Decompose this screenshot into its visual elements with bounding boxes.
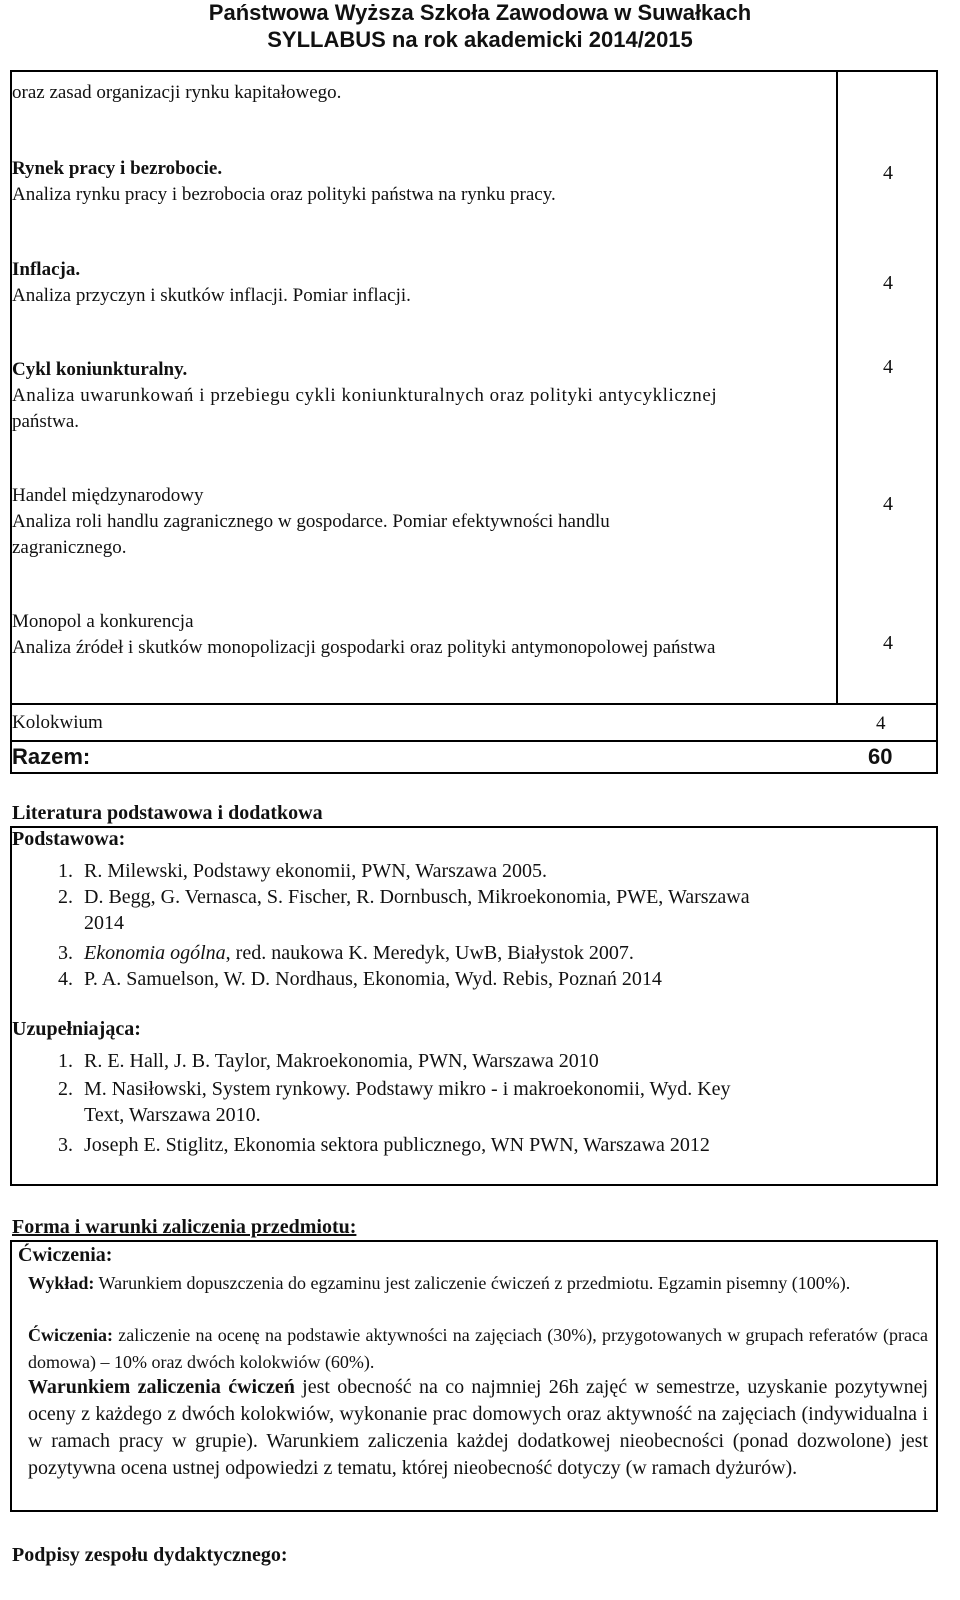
topic-description: Analiza uwarunkowań i przebiegu cykli koniunkturalnych oraz polityki antycyklicznej: [12, 385, 718, 406]
list-item-cont: 2014: [84, 912, 124, 934]
list-item: D. Begg, G. Vernasca, S. Fischer, R. Dornbusch, Mikroekonomia, PWE, Warszawa: [84, 886, 750, 908]
list-number: 1.: [58, 1050, 73, 1072]
topic-title: Inflacja.: [12, 259, 81, 280]
literature-heading: Literatura podstawowa i dodatkowa: [12, 802, 323, 824]
topic-hours: 4: [883, 162, 893, 184]
condition-text: jest obecność na co najmniej 26h zajęć w semestrze, uzyskanie pozytywnej oceny z każdego z dwóch kolokwiów, wykonanie prac domowych oraz aktywność na zajęciach (indywidualna i w ramach pracy w grupie). Warunkiem zaliczenia każdej dodatkowej nieobecności (ponad dozwolone) jest pozytywna ocena ustnej odpowiedzi z tematu, której nieobecność dotyczy (w ramach dyżurów).: [28, 1376, 928, 1479]
list-item: Joseph E. Stiglitz, Ekonomia sektora publicznego, WN PWN, Warszawa 2012: [84, 1134, 710, 1156]
lecture-text: Warunkiem dopuszczenia do egzaminu jest zaliczenie ćwiczeń z przedmiotu. Egzamin pisemny (100%).: [94, 1273, 851, 1293]
topic-description: Analiza źródeł i skutków monopolizacji gospodarki oraz polityki antymonopolowej państwa: [12, 637, 716, 658]
topic-title: Cykl koniunkturalny.: [12, 359, 188, 380]
pass-conditions: [28, 1374, 928, 1482]
list-number: 4.: [58, 968, 73, 990]
list-number: 2.: [58, 1078, 73, 1100]
topic-hours: 4: [883, 493, 893, 515]
topic-description: Analiza rynku pracy i bezrobocia oraz polityki państwa na rynku pracy.: [12, 184, 556, 205]
exercises-label: Ćwiczenia:: [28, 1325, 113, 1345]
total-label: Razem:: [12, 744, 91, 769]
total-value: 60: [868, 744, 893, 769]
book-details: , red. naukowa K. Meredyk, UwB, Białystok 2007.: [225, 942, 634, 964]
topic-title: Monopol a konkurencja: [12, 611, 194, 632]
list-item: M. Nasiłowski, System rynkowy. Podstawy mikro - i makroekonomii, Wyd. Key: [84, 1078, 731, 1100]
kolokwium-label: Kolokwium: [12, 712, 103, 733]
assessment-sub-label: Ćwiczenia:: [18, 1244, 113, 1266]
lecture-label: Wykład:: [28, 1273, 95, 1293]
list-number: 1.: [58, 860, 73, 882]
literature-extra-label: Uzupełniająca:: [12, 1018, 141, 1040]
condition-label: Warunkiem zaliczenia ćwiczeń: [28, 1376, 295, 1398]
topic-partial-line: oraz zasad organizacji rynku kapitałowego.: [12, 82, 342, 103]
lecture-conditions: [28, 1270, 928, 1297]
kolokwium-hours: 4: [876, 713, 886, 734]
topic-title: Rynek pracy i bezrobocie.: [12, 158, 223, 179]
list-number: 3.: [58, 1134, 73, 1156]
assessment-heading: Forma i warunki zaliczenia przedmiotu:: [12, 1216, 357, 1238]
list-number: 2.: [58, 886, 73, 908]
institution-name: Państwowa Wyższa Szkoła Zawodowa w Suwałkach: [208, 0, 752, 25]
list-item: [84, 940, 634, 966]
topic-hours: 4: [883, 356, 893, 378]
topic-description: Analiza przyczyn i skutków inflacji. Pomiar inflacji.: [12, 285, 411, 306]
topic-hours: 4: [883, 272, 893, 294]
exercises-text: zaliczenie na ocenę na podstawie aktywności na zajęciach (30%), przygotowanych w grupach referatów (praca domowa) – 10% oraz dwóch kolokwiów (60%).: [28, 1325, 928, 1372]
literature-basic-label: Podstawowa:: [12, 828, 126, 850]
list-number: 3.: [58, 942, 73, 964]
exercise-conditions: [28, 1322, 928, 1376]
list-item: P. A. Samuelson, W. D. Nordhaus, Ekonomia, Wyd. Rebis, Poznań 2014: [84, 968, 662, 990]
syllabus-year: SYLLABUS na rok akademicki 2014/2015: [267, 27, 693, 52]
list-item: R. E. Hall, J. B. Taylor, Makroekonomia, PWN, Warszawa 2010: [84, 1050, 599, 1072]
signatures-heading: Podpisy zespołu dydaktycznego:: [12, 1544, 288, 1566]
book-title: Ekonomia ogólna: [84, 942, 226, 964]
table-row-divider: [10, 740, 938, 742]
list-item-cont: Text, Warszawa 2010.: [84, 1104, 261, 1126]
topic-description-cont: państwa.: [12, 411, 80, 432]
table-row-divider: [10, 703, 938, 705]
topic-description-cont: zagranicznego.: [12, 537, 127, 558]
topic-description: Analiza roli handlu zagranicznego w gospodarce. Pomiar efektywności handlu: [12, 511, 610, 532]
topic-hours: 4: [883, 632, 893, 654]
topic-title: Handel międzynarodowy: [12, 485, 204, 506]
list-item: R. Milewski, Podstawy ekonomii, PWN, Warszawa 2005.: [84, 860, 547, 882]
